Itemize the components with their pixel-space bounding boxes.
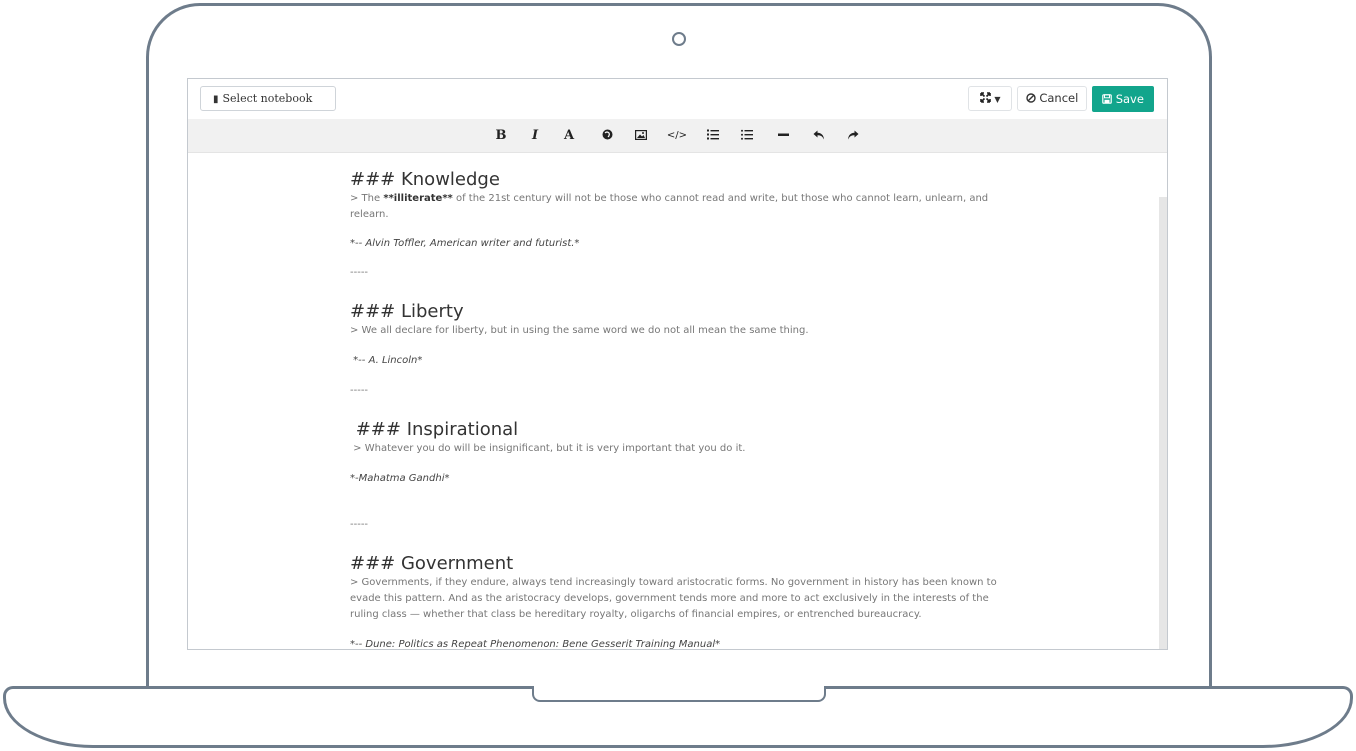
section-attribution: *-- Alvin Toffler, American writer and futurist.* bbox=[350, 238, 580, 249]
select-notebook-label: Select notebook bbox=[222, 92, 313, 105]
code-icon: </> bbox=[666, 130, 688, 141]
italic-button[interactable]: I bbox=[531, 128, 539, 143]
section-quote: > We all declare for liberty, but in using the same word we do not all mean the same thing. bbox=[350, 325, 809, 336]
unordered-list-button[interactable] bbox=[736, 119, 758, 152]
markdown-editor[interactable] bbox=[188, 153, 1167, 650]
section-government bbox=[350, 553, 1010, 650]
ban-icon bbox=[1026, 91, 1040, 105]
ordered-list-icon bbox=[707, 129, 719, 140]
quote-bold-text: **illiterate** bbox=[383, 193, 453, 204]
select-notebook-button[interactable] bbox=[200, 86, 336, 111]
section-separator: ----- bbox=[350, 519, 369, 530]
caret-down-icon: ▼ bbox=[994, 95, 1001, 104]
editor-window bbox=[187, 78, 1168, 650]
section-attribution: *-- Dune: Politics as Repeat Phenomenon: Bene Gesserit Training Manual* bbox=[350, 639, 721, 650]
book-icon: ▮ bbox=[213, 94, 219, 105]
section-inspirational bbox=[350, 419, 1010, 533]
section-quote: > Governments, if they endure, always tend increasingly toward aristocratic forms. No government in history has been known to evade this pattern. And as the aristocracy develops, government tends more and more to act exclusively in the interests of the ruling class — whether that class be hereditary royalty, oligarchs of financial empires, or entrenched bureaucracy. bbox=[350, 577, 997, 620]
expand-icon bbox=[980, 91, 995, 105]
fullscreen-dropdown-button[interactable] bbox=[968, 86, 1012, 111]
section-knowledge bbox=[350, 169, 1010, 281]
formatting-toolbar bbox=[188, 119, 1167, 153]
section-separator: ----- bbox=[350, 267, 369, 278]
floppy-icon bbox=[1102, 92, 1116, 106]
bold-button[interactable]: B bbox=[495, 128, 507, 143]
section-separator: ----- bbox=[350, 385, 369, 396]
font-button[interactable]: A bbox=[563, 128, 575, 143]
section-heading: ### Government bbox=[350, 553, 514, 574]
minus-icon bbox=[778, 133, 789, 137]
quote-text: > The bbox=[350, 193, 384, 204]
scrollbar-thumb[interactable] bbox=[1159, 197, 1167, 650]
code-button[interactable] bbox=[666, 119, 688, 152]
section-liberty bbox=[350, 301, 1010, 399]
color-icon bbox=[602, 129, 613, 140]
unordered-list-icon bbox=[741, 129, 753, 140]
cancel-button[interactable] bbox=[1017, 86, 1087, 111]
section-quote: > Whatever you do will be insignificant, but it is very important that you do it. bbox=[350, 443, 746, 454]
redo-icon bbox=[847, 130, 859, 140]
top-bar bbox=[188, 79, 1167, 119]
image-button[interactable] bbox=[630, 119, 652, 152]
camera-icon bbox=[672, 32, 686, 46]
section-attribution: *-Mahatma Gandhi* bbox=[350, 473, 450, 484]
section-heading: ### Knowledge bbox=[350, 169, 500, 190]
section-heading: ### Inspirational bbox=[350, 419, 519, 440]
section-heading: ### Liberty bbox=[350, 301, 464, 322]
ordered-list-button[interactable] bbox=[702, 119, 724, 152]
quote-text: of the 21st century will not be those who cannot read and write, but those who cannot learn, unlearn, and relearn. bbox=[350, 193, 989, 220]
save-button[interactable] bbox=[1092, 86, 1154, 112]
section-quote bbox=[350, 191, 1010, 223]
save-label: Save bbox=[1115, 92, 1144, 106]
color-button[interactable] bbox=[596, 119, 618, 152]
image-icon bbox=[635, 130, 647, 140]
undo-button[interactable] bbox=[808, 119, 830, 152]
laptop-base-notch bbox=[532, 686, 826, 702]
undo-icon bbox=[813, 130, 825, 140]
horizontal-rule-button[interactable] bbox=[772, 119, 794, 152]
redo-button[interactable] bbox=[842, 119, 864, 152]
cancel-label: Cancel bbox=[1039, 91, 1079, 105]
section-attribution: *-- A. Lincoln* bbox=[350, 355, 423, 366]
